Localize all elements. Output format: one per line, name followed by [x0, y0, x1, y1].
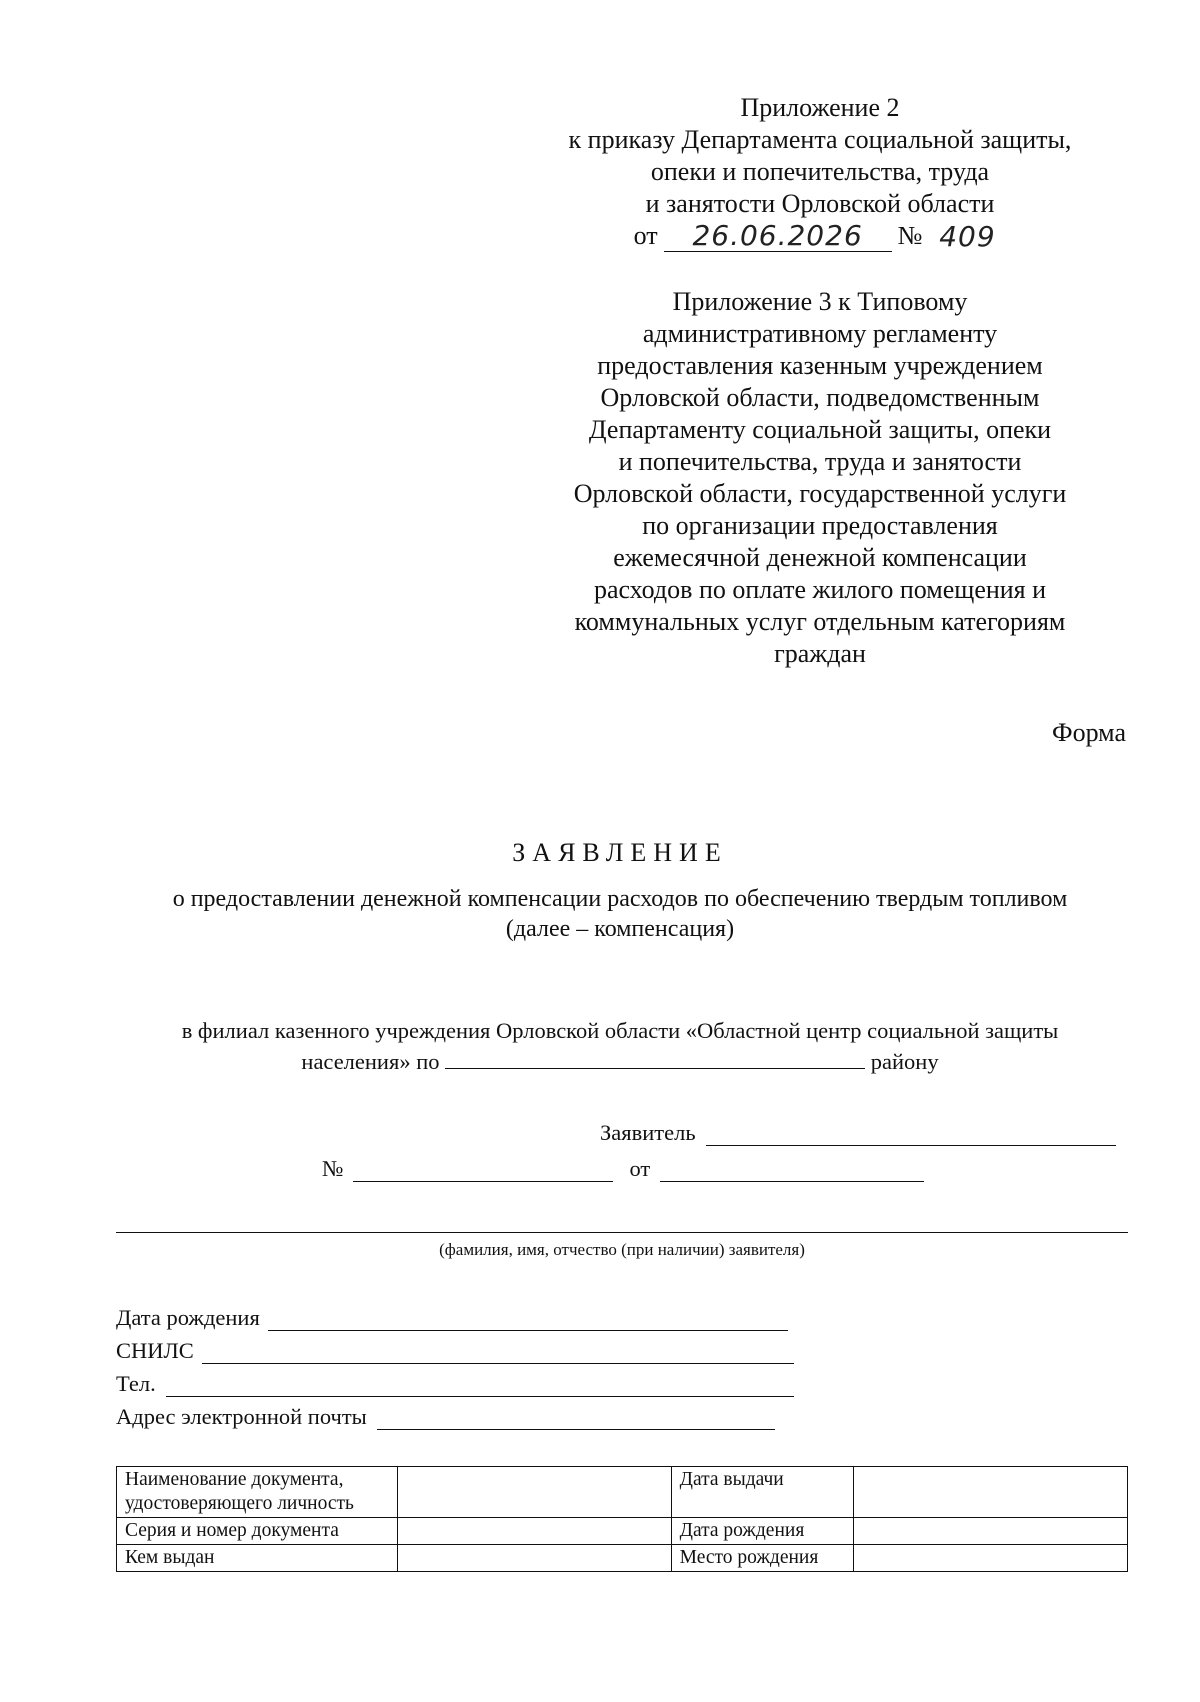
- regulation-line: административному регламенту: [642, 319, 998, 348]
- phone-field[interactable]: [166, 1376, 794, 1397]
- email-field[interactable]: [377, 1409, 775, 1430]
- table-cell-label: Место рождения: [671, 1545, 854, 1572]
- table-cell-input[interactable]: [397, 1545, 671, 1572]
- birth-date-row: [116, 1298, 794, 1331]
- table-cell-input[interactable]: [854, 1545, 1128, 1572]
- regulation-line: Орловской области, подведомственным: [600, 383, 1040, 412]
- order-date-number-line: [634, 220, 1007, 252]
- document-title: ЗАЯВЛЕНИЕ: [512, 838, 728, 867]
- email-row: [116, 1397, 794, 1430]
- regulation-line: граждан: [774, 639, 866, 668]
- order-number-handwritten: 409: [939, 220, 996, 253]
- subtitle-line: о предоставлении денежной компенсации расходов по обеспечению твердым топливом: [172, 886, 1068, 912]
- registration-number-field[interactable]: [353, 1159, 613, 1182]
- appendix-order-block: [520, 92, 1120, 252]
- snils-label: СНИЛС: [116, 1338, 194, 1363]
- table-cell-input[interactable]: [397, 1518, 671, 1545]
- registration-date-field[interactable]: [660, 1159, 924, 1182]
- phone-row: [116, 1364, 794, 1397]
- regulation-line: и попечительства, труда и занятости: [618, 447, 1022, 476]
- applicant-details: [116, 1298, 794, 1430]
- regulation-line: Орловской области, государственной услуги: [573, 479, 1067, 508]
- applicant-field[interactable]: [706, 1123, 1116, 1146]
- regulation-line: предоставления казенным учреждением: [597, 351, 1043, 380]
- appendix-number: Приложение 2: [740, 93, 900, 122]
- regulation-line: расходов по оплате жилого помещения и: [593, 575, 1047, 604]
- snils-row: [116, 1331, 794, 1364]
- table-cell-input[interactable]: [854, 1467, 1128, 1518]
- table-cell-input[interactable]: [397, 1467, 671, 1518]
- table-row: [117, 1467, 1128, 1518]
- recipient-line: в филиал казенного учреждения Орловской области «Областной центр социальной защиты: [181, 1018, 1059, 1043]
- appendix-order-line: к приказу Департамента социальной защиты,: [568, 125, 1072, 154]
- form-label: Форма: [1052, 718, 1126, 747]
- regulation-line: коммунальных услуг отдельным категориям: [574, 607, 1066, 636]
- appendix-regulation-block: [520, 286, 1120, 670]
- applicant-name-field[interactable]: [116, 1232, 1128, 1233]
- number-label: №: [897, 221, 923, 250]
- table-cell-label: Дата выдачи: [671, 1467, 854, 1518]
- registration-line: [322, 1156, 924, 1182]
- applicant-name-caption: (фамилия, имя, отчество (при наличии) заявителя): [439, 1240, 805, 1259]
- subtitle-line: (далее – компенсация): [505, 916, 735, 942]
- applicant-line: [600, 1120, 1116, 1146]
- table-cell-label: Дата рождения: [671, 1518, 854, 1545]
- identity-document-table: [116, 1466, 1128, 1572]
- regulation-line: по организации предоставления: [642, 511, 998, 540]
- table-cell-label: Серия и номер документа: [117, 1518, 398, 1545]
- regulation-line: ежемесячной денежной компенсации: [613, 543, 1027, 572]
- recipient-suffix: району: [870, 1049, 939, 1074]
- table-cell-label: Наименование документа, удостоверяющего личность: [117, 1467, 398, 1518]
- appendix-order-line: опеки и попечительства, труда: [650, 157, 990, 186]
- document-subtitle: [110, 884, 1130, 944]
- appendix-order-line: и занятости Орловской области: [645, 189, 995, 218]
- snils-field[interactable]: [202, 1343, 794, 1364]
- recipient-line-2: [110, 1046, 1130, 1077]
- table-cell-input[interactable]: [854, 1518, 1128, 1545]
- regulation-line: Приложение 3 к Типовому: [672, 287, 968, 316]
- district-field[interactable]: [445, 1046, 865, 1069]
- phone-label: Тел.: [116, 1371, 156, 1396]
- order-date-handwritten: 26.06.2026: [664, 221, 892, 252]
- recipient-block: [110, 1016, 1130, 1077]
- table-row: [117, 1545, 1128, 1572]
- recipient-prefix: населения» по: [301, 1049, 440, 1074]
- applicant-label: Заявитель: [600, 1120, 696, 1145]
- regulation-line: Департаменту социальной защиты, опеки: [588, 415, 1052, 444]
- from-label: от: [633, 221, 658, 250]
- email-label: Адрес электронной почты: [116, 1404, 367, 1429]
- birth-date-field[interactable]: [268, 1310, 788, 1331]
- table-row: [117, 1518, 1128, 1545]
- registration-number-label: №: [322, 1156, 344, 1181]
- registration-date-label: от: [629, 1156, 651, 1181]
- birth-date-label: Дата рождения: [116, 1305, 260, 1330]
- table-cell-label: Кем выдан: [117, 1545, 398, 1572]
